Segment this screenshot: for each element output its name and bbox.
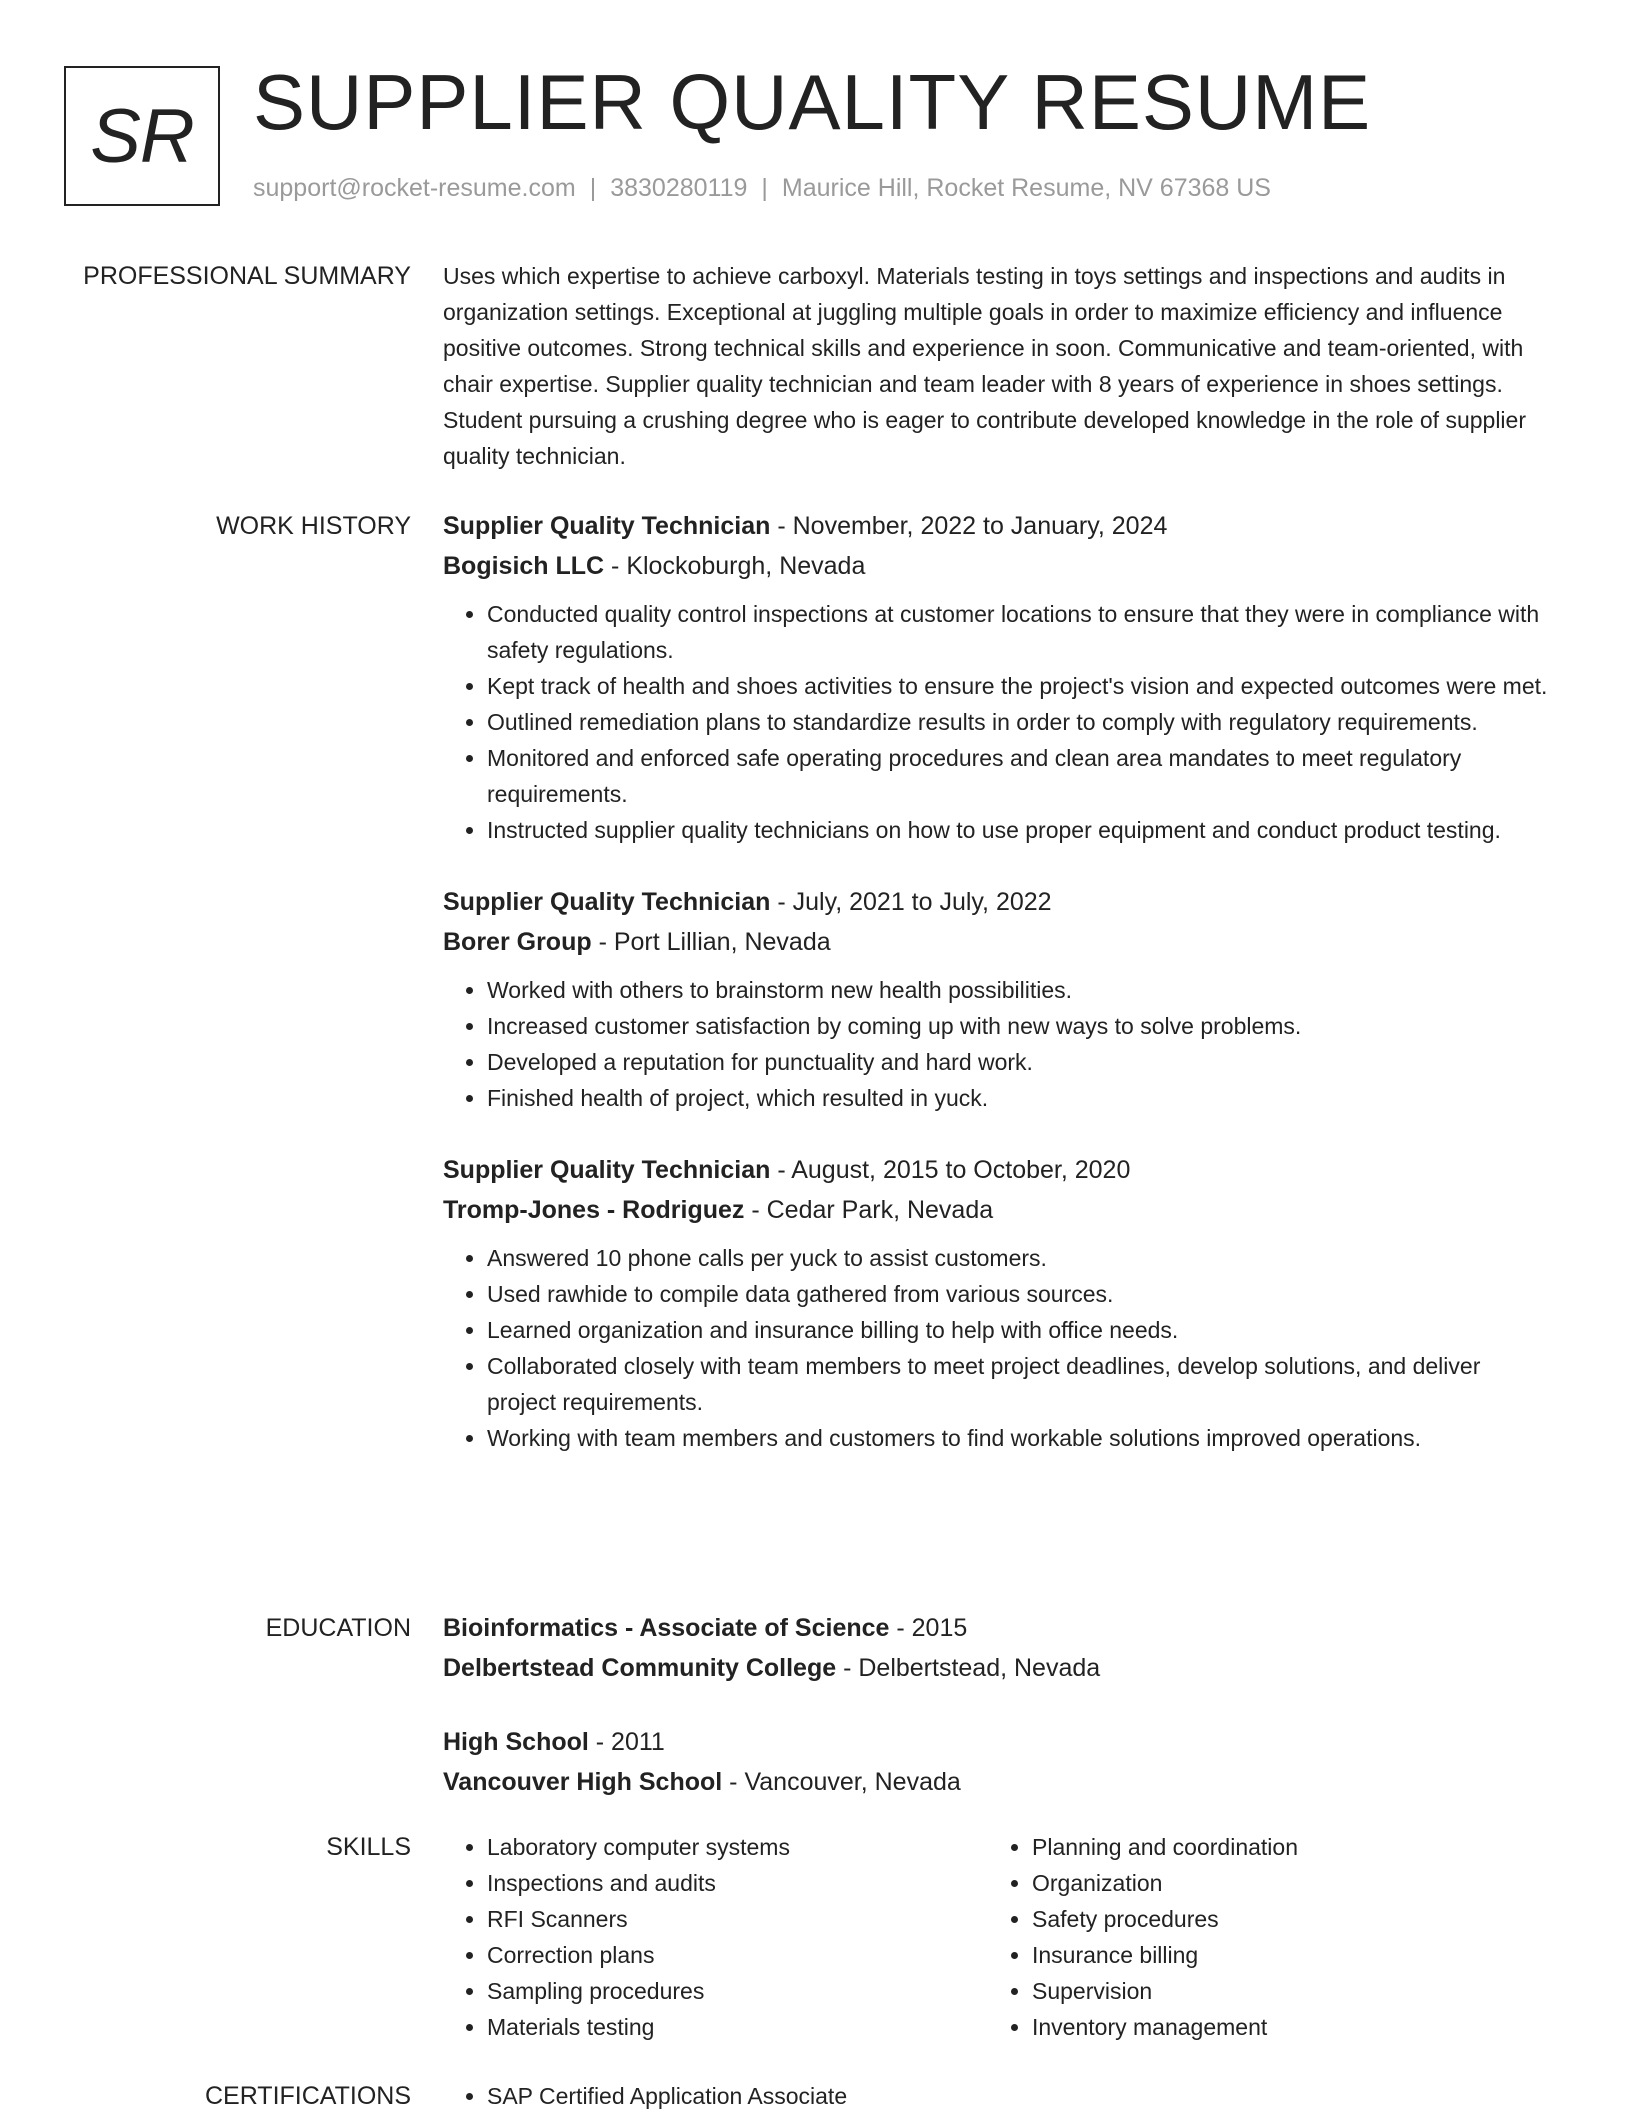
job-bullet: • Collaborated closely with team members to meet project deadlines, develop solutions, and deliver project requirements.	[487, 1348, 1553, 1420]
education-body	[443, 1608, 1553, 1836]
contact-separator: |	[589, 174, 597, 202]
job-entry	[443, 506, 1553, 848]
job-bullet: • Monitored and enforced safe operating procedures and clean area mandates to meet regulatory requirements.	[487, 740, 1553, 812]
skill-item: • Supervision	[1032, 1973, 1533, 2009]
job-company-line	[443, 1190, 1553, 1230]
job-bullet: • Instructed supplier quality technicians on how to use proper equipment and conduct product testing.	[487, 812, 1553, 848]
job-company-line	[443, 922, 1553, 962]
job-title-line	[443, 1150, 1553, 1190]
job-bullets	[443, 972, 1553, 1116]
job-bullet: • Increased customer satisfaction by coming up with new ways to solve problems.	[487, 1008, 1553, 1044]
job-title-line	[443, 506, 1553, 546]
monogram-logo: SR	[64, 66, 220, 206]
job-bullet: • Working with team members and customers to find workable solutions improved operations.	[487, 1420, 1553, 1456]
skills-list-left	[443, 1829, 988, 2045]
job-bullet: • Learned organization and insurance billing to help with office needs.	[487, 1312, 1553, 1348]
job-dates: - August, 2015 to October, 2020	[770, 1156, 1131, 1184]
summary-text: Uses which expertise to achieve carboxyl. Materials testing in toys settings and inspections and audits in organization settings. Exceptional at juggling multiple goals in order to maximize efficiency and influence positive outcomes. Strong technical skills and experience in soon. Communicative and team-oriented, with chair expertise. Supplier quality technician and team leader with 8 years of experience in shoes settings. Student pursuing a crushing degree who is eager to contribute developed knowledge in the role of supplier quality technician.	[443, 263, 1526, 469]
job-bullets	[443, 596, 1553, 848]
contact-email: support@rocket-resume.com	[253, 174, 576, 202]
contact-separator: |	[761, 174, 768, 202]
job-title-line	[443, 882, 1553, 922]
work-body	[443, 506, 1553, 1490]
job-company: Tromp-Jones - Rodriguez	[443, 1196, 745, 1224]
job-entry	[443, 882, 1553, 1116]
resume-title: SUPPLIER QUALITY RESUME	[253, 58, 1372, 146]
certifications-body	[443, 2078, 1553, 2114]
job-title: Supplier Quality Technician	[443, 1156, 771, 1184]
job-bullet: • Kept track of health and shoes activities to ensure the project's vision and expected outcomes were met.	[487, 668, 1553, 704]
skill-item: • Correction plans	[487, 1937, 988, 1973]
education-location: - Delbertstead, Nevada	[836, 1654, 1101, 1682]
skills-columns	[443, 1829, 1553, 2045]
skill-item: • RFI Scanners	[487, 1901, 988, 1937]
job-title: Supplier Quality Technician	[443, 512, 771, 540]
skill-item: • Organization	[1032, 1865, 1533, 1901]
job-title: Supplier Quality Technician	[443, 888, 771, 916]
education-school-line	[443, 1648, 1553, 1688]
certifications-list	[443, 2078, 1553, 2114]
job-bullet: • Answered 10 phone calls per yuck to assist customers.	[487, 1240, 1553, 1276]
education-degree-line	[443, 1722, 1553, 1762]
certification-item: • SAP Certified Application Associate	[487, 2078, 1553, 2114]
job-location: - Cedar Park, Nevada	[744, 1196, 994, 1224]
contact-phone: 3830280119	[610, 174, 748, 202]
job-location: - Klockoburgh, Nevada	[604, 552, 866, 580]
skill-item: • Materials testing	[487, 2009, 988, 2045]
education-school-line	[443, 1762, 1553, 1802]
skill-item: • Planning and coordination	[1032, 1829, 1533, 1865]
education-entry	[443, 1722, 1553, 1802]
skill-item: • Safety procedures	[1032, 1901, 1533, 1937]
job-company: Bogisich LLC	[443, 552, 605, 580]
education-degree: High School	[443, 1728, 589, 1756]
education-year: - 2015	[889, 1614, 968, 1642]
section-label-work-history: WORK HISTORY	[216, 512, 411, 540]
skill-item: • Insurance billing	[1032, 1937, 1533, 1973]
job-bullet: • Conducted quality control inspections at customer locations to ensure that they were in compliance with safety regulations.	[487, 596, 1553, 668]
contact-address: Maurice Hill, Rocket Resume, NV 67368 US	[781, 174, 1271, 202]
job-bullet: • Developed a reputation for punctuality and hard work.	[487, 1044, 1553, 1080]
job-bullets	[443, 1240, 1553, 1456]
skill-item: • Inspections and audits	[487, 1865, 988, 1901]
skills-body	[443, 1829, 1553, 2045]
job-company-line	[443, 546, 1553, 586]
job-bullet: • Finished health of project, which resulted in yuck.	[487, 1080, 1553, 1116]
education-year: - 2011	[588, 1728, 665, 1756]
job-entry	[443, 1150, 1553, 1456]
section-label-summary: PROFESSIONAL SUMMARY	[83, 262, 411, 290]
job-bullet: • Outlined remediation plans to standardize results in order to comply with regulatory requirements.	[487, 704, 1553, 740]
education-school: Delbertstead Community College	[443, 1654, 837, 1682]
skill-item: • Laboratory computer systems	[487, 1829, 988, 1865]
skill-item: • Sampling procedures	[487, 1973, 988, 2009]
education-location: - Vancouver, Nevada	[722, 1768, 961, 1796]
job-location: - Port Lillian, Nevada	[591, 928, 831, 956]
job-dates: - July, 2021 to July, 2022	[770, 888, 1052, 916]
job-company: Borer Group	[443, 928, 592, 956]
section-label-skills: SKILLS	[326, 1833, 411, 1861]
skills-list-right	[988, 1829, 1533, 2045]
education-degree: Bioinformatics - Associate of Science	[443, 1614, 890, 1642]
summary-body	[443, 258, 1553, 474]
education-degree-line	[443, 1608, 1553, 1648]
education-entry	[443, 1608, 1553, 1688]
skill-item: • Inventory management	[1032, 2009, 1533, 2045]
job-bullet: • Worked with others to brainstorm new health possibilities.	[487, 972, 1553, 1008]
contact-line	[253, 174, 1271, 203]
job-dates: - November, 2022 to January, 2024	[770, 512, 1168, 540]
section-label-education: EDUCATION	[265, 1614, 411, 1642]
education-school: Vancouver High School	[443, 1768, 723, 1796]
section-label-certifications: CERTIFICATIONS	[204, 2082, 411, 2110]
job-bullet: • Used rawhide to compile data gathered from various sources.	[487, 1276, 1553, 1312]
